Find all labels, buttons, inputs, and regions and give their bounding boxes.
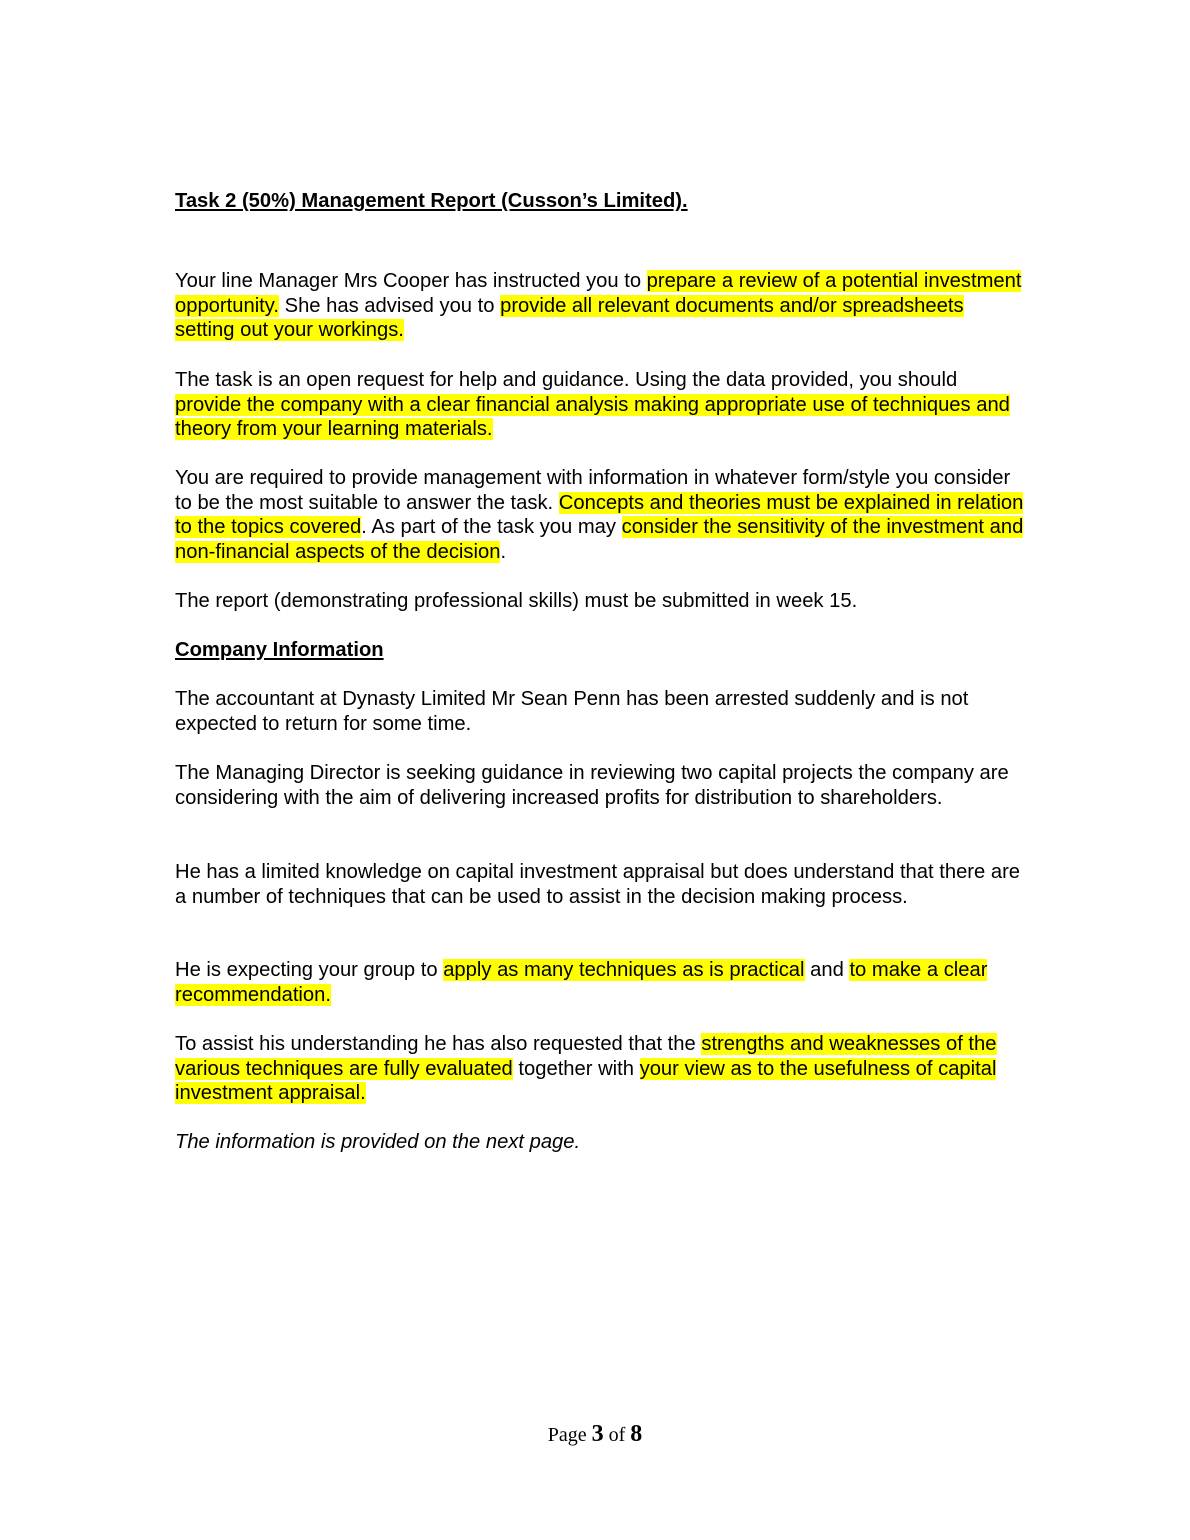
task-heading: Task 2 (50%) Management Report (Cusson’s Limited). [175, 190, 688, 212]
paragraph-next-page-note: The information is provided on the next page. [175, 1131, 581, 1153]
text-segment: . As part of the task you may [361, 516, 622, 539]
paragraph-task-request [175, 368, 1025, 442]
text-segment: He is expecting your group to [175, 959, 444, 981]
text-segment: . [500, 540, 507, 563]
paragraph-accountant: The accountant at Dynasty Limited Mr Sean Penn has been arrested suddenly and is not expected to return for some time. [175, 688, 969, 735]
paragraph-requirements [175, 466, 1025, 564]
of-word: of [608, 1424, 626, 1446]
highlighted-text: your view as to the usefulness of capital investment appraisal. [175, 1057, 997, 1105]
paragraph-submission: The report (demonstrating professional skills) must be submitted in week 15. [175, 590, 858, 612]
paragraph-managing-director: The Managing Director is seeking guidance in reviewing two capital projects the company are considering with the aim of delivering increased profits for distribution to shareholders. [175, 762, 1009, 809]
page-word: Page [547, 1424, 587, 1446]
highlighted-text: apply as many techniques as is practical [443, 959, 805, 981]
page-number: 3 [591, 1421, 604, 1447]
text-segment: To assist his understanding he has also requested that the [175, 1033, 702, 1055]
text-segment: Your line Manager Mrs Cooper has instructed you to [175, 270, 647, 292]
paragraph-instructions [175, 269, 1025, 343]
highlighted-text: prepare a review of a potential investment opportunity. [175, 270, 1022, 317]
highlighted-text: provide all relevant documents and/or spreadsheets setting out your workings. [175, 294, 964, 342]
text-segment: and [804, 959, 850, 981]
paragraph-knowledge: He has a limited knowledge on capital investment appraisal but does understand that there are a number of techniques that can be used to assist in the decision making process. [175, 861, 1021, 908]
text-segment: together with [512, 1057, 640, 1080]
highlighted-text: provide the company with a clear financial analysis making appropriate use of techniques and theory from your learning materials. [175, 393, 1010, 441]
highlighted-text: to make a clear recommendation. [175, 959, 988, 1006]
paragraph-expectation [175, 958, 1025, 1007]
paragraph-evaluation [175, 1032, 1025, 1106]
highlighted-text: Concepts and theories must be explained in relation to the topics covered [175, 491, 1024, 539]
total-pages: 8 [630, 1421, 643, 1447]
company-information-heading: Company Information [175, 639, 384, 661]
text-segment: The task is an open request for help and guidance. Using the data provided, you should [175, 369, 958, 391]
highlighted-text: strengths and weaknesses of the various techniques are fully evaluated [175, 1033, 997, 1080]
page-footer [0, 1421, 1190, 1448]
text-segment: You are required to provide management with information in whatever form/style you consider to be the most suitable to answer the task. [175, 467, 1011, 514]
highlighted-text: consider the sensitivity of the investment and non-financial aspects of the decision [175, 516, 1024, 563]
text-segment: She has advised you to [279, 294, 501, 317]
